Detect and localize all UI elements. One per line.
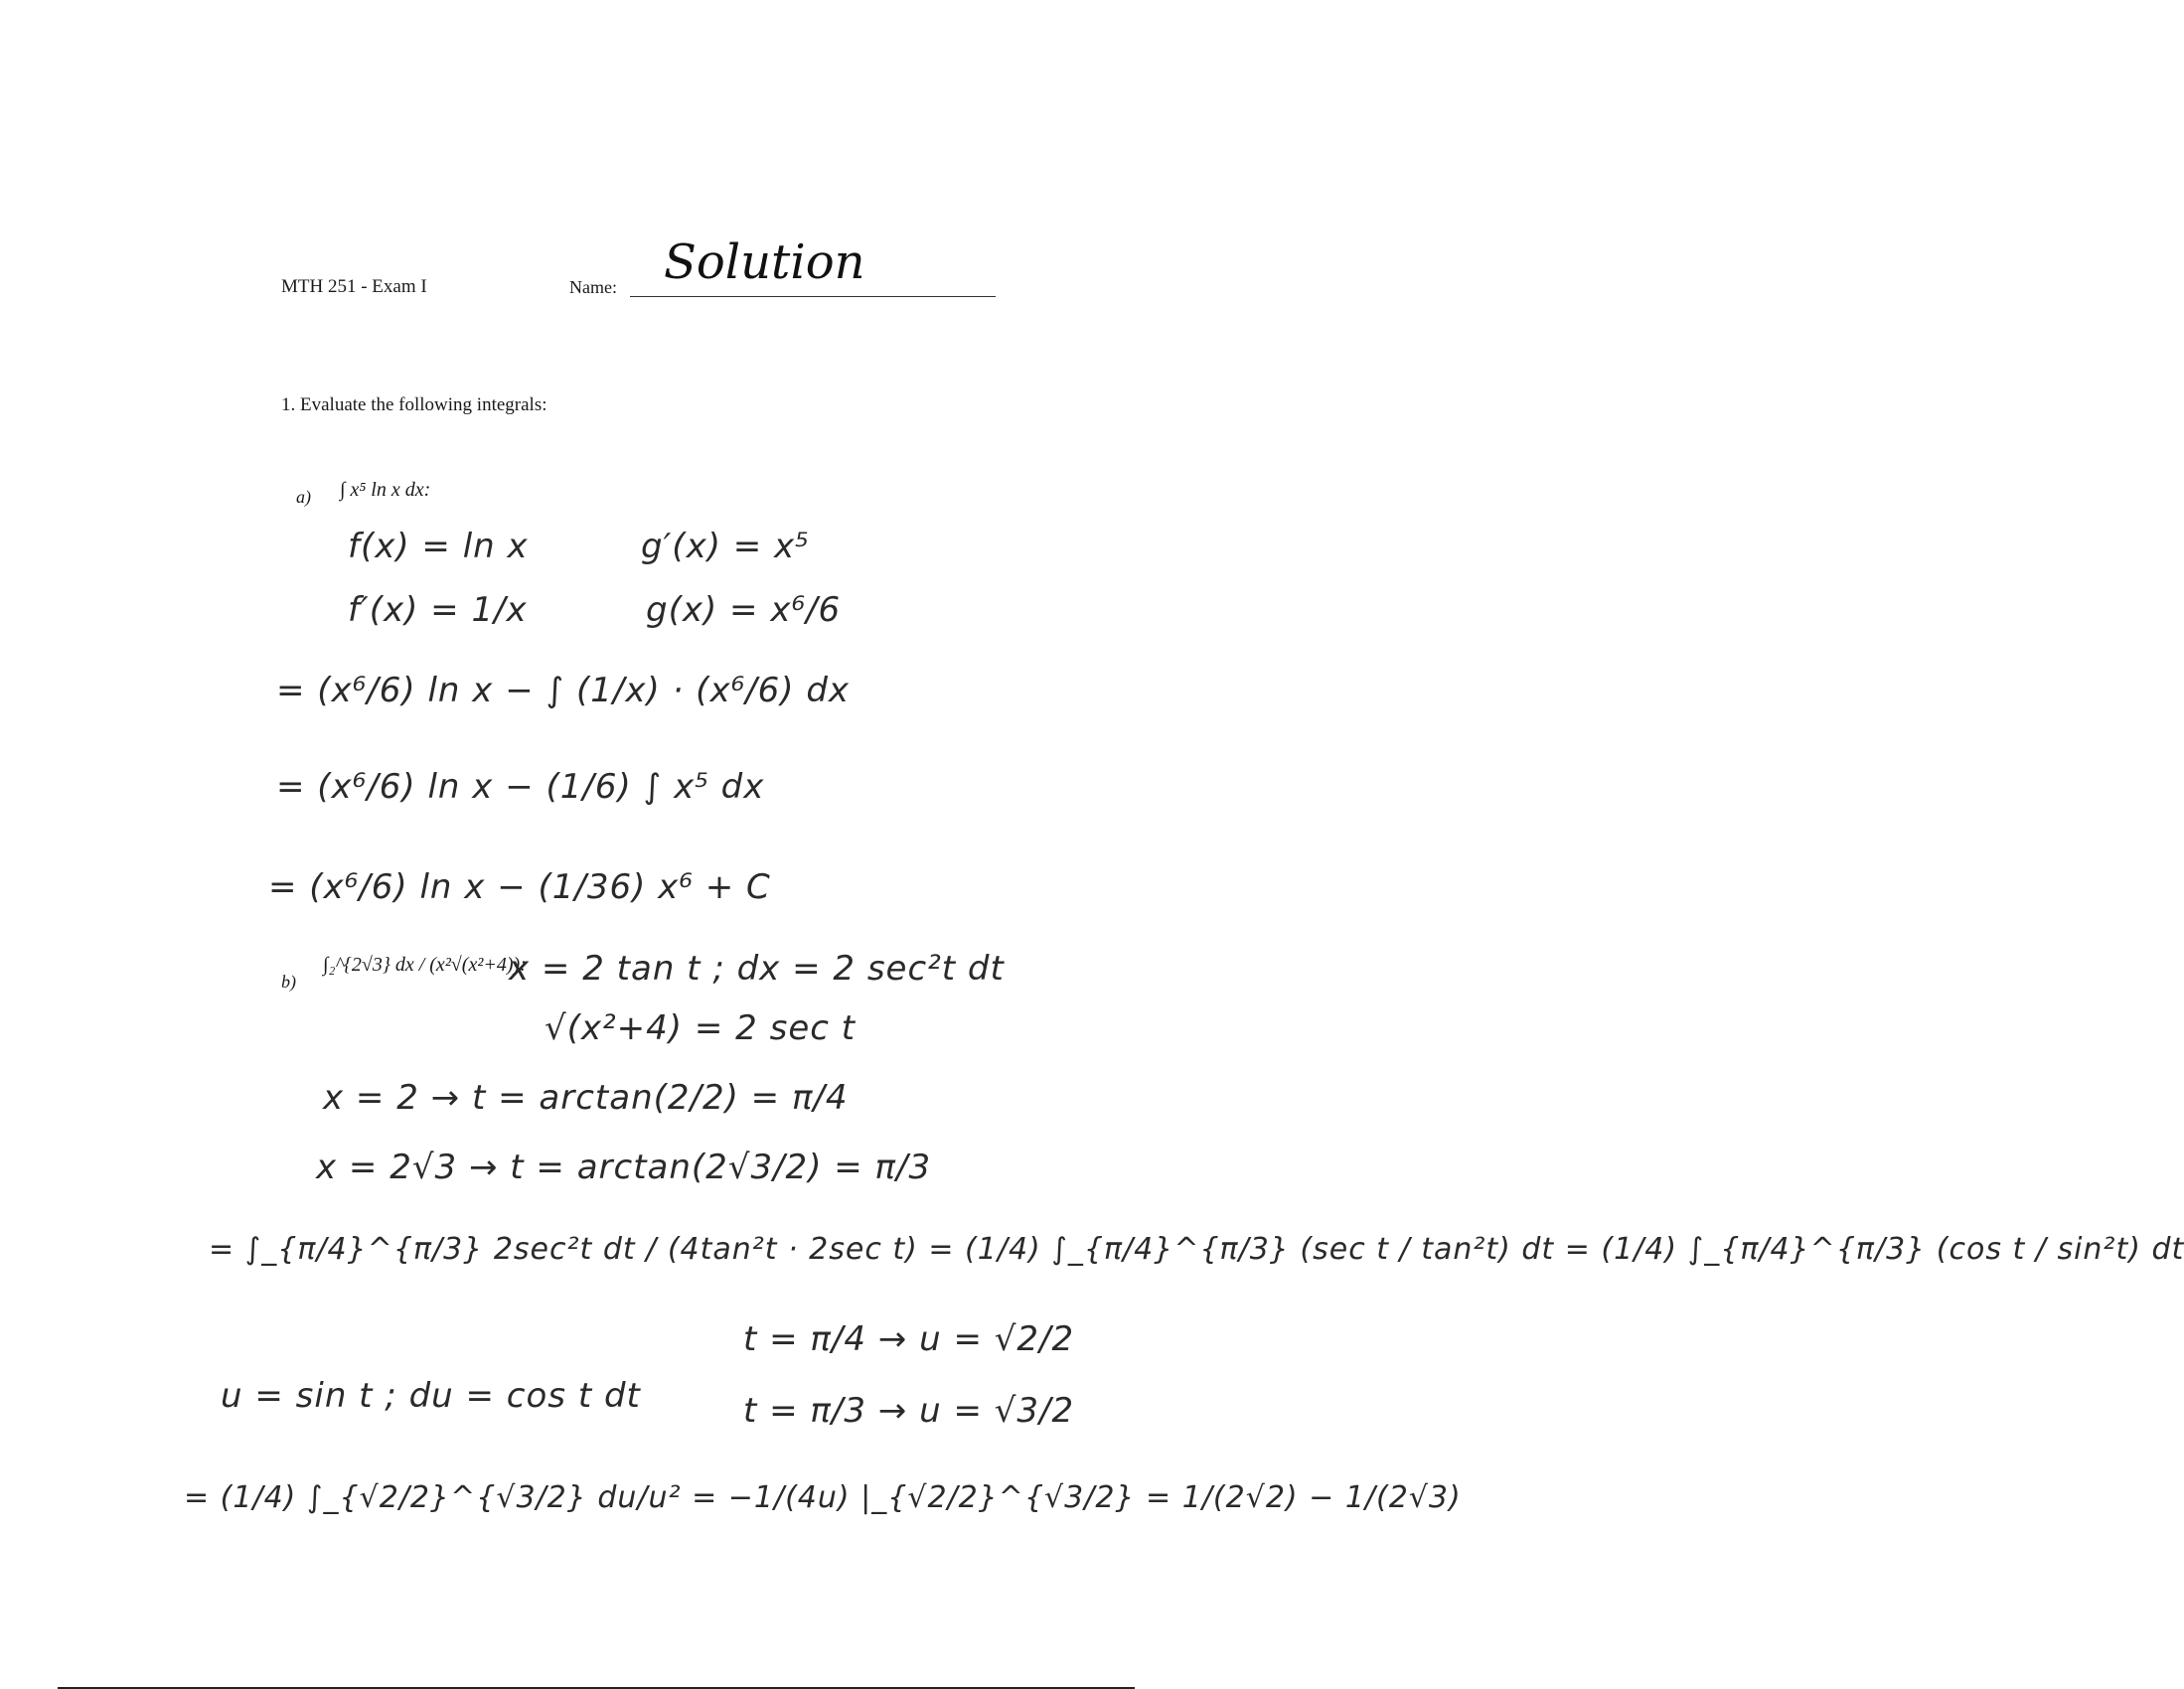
part-b-integral: ∫₂^{2√3} dx / (x²√(x²+4)): bbox=[323, 954, 527, 976]
part-b-work-line: x = 2 tan t ; dx = 2 sec²t dt bbox=[509, 949, 1005, 989]
part-b-work-line: x = 2 → t = arctan(2/2) = π/4 bbox=[323, 1078, 849, 1118]
part-a-work-line: f′(x) = 1/x bbox=[348, 590, 528, 630]
part-b-work-line: √(x²+4) = 2 sec t bbox=[545, 1008, 857, 1048]
question-prompt: 1. Evaluate the following integrals: bbox=[281, 394, 547, 415]
part-a-work-line: g′(x) = x⁵ bbox=[641, 527, 810, 566]
part-a-work-line: = (x⁶/6) ln x − (1/6) ∫ x⁵ dx bbox=[276, 767, 765, 807]
name-label: Name: bbox=[569, 277, 617, 297]
course-title: MTH 251 - Exam I bbox=[281, 276, 427, 297]
part-b-work-line: = (1/4) ∫_{√2/2}^{√3/2} du/u² = −1/(4u) |_{√2/2}^{√3/2} = 1/(2√2) − 1/(2√3) bbox=[184, 1480, 1462, 1515]
name-handwritten: Solution bbox=[664, 234, 865, 290]
part-b-work-line: x = 2√3 → t = arctan(2√3/2) = π/3 bbox=[316, 1148, 932, 1187]
part-a-work-line: g(x) = x⁶/6 bbox=[646, 590, 842, 630]
part-a-work-line: = (x⁶/6) ln x − ∫ (1/x) · (x⁶/6) dx bbox=[276, 671, 851, 710]
part-b-label: b) bbox=[281, 972, 296, 992]
part-a-integral: ∫ x⁵ ln x dx: bbox=[340, 479, 431, 501]
part-a-work-line: f(x) = ln x bbox=[348, 527, 529, 566]
part-b-work-line: t = π/4 → u = √2/2 bbox=[743, 1319, 1075, 1359]
part-a-label: a) bbox=[296, 487, 311, 507]
name-underline bbox=[630, 296, 996, 297]
part-b-work-line: u = sin t ; du = cos t dt bbox=[221, 1376, 641, 1416]
part-b-work-line: = ∫_{π/4}^{π/3} 2sec²t dt / (4tan²t · 2sec t) = (1/4) ∫_{π/4}^{π/3} (sec t / tan²t) dt = (1/4) ∫_{π/4}^{π/3} (cos t / sin²t) dt bbox=[209, 1232, 2184, 1267]
part-a-work-line: = (x⁶/6) ln x − (1/36) x⁶ + C bbox=[268, 867, 771, 907]
part-b-work-line: t = π/3 → u = √3/2 bbox=[743, 1391, 1075, 1431]
